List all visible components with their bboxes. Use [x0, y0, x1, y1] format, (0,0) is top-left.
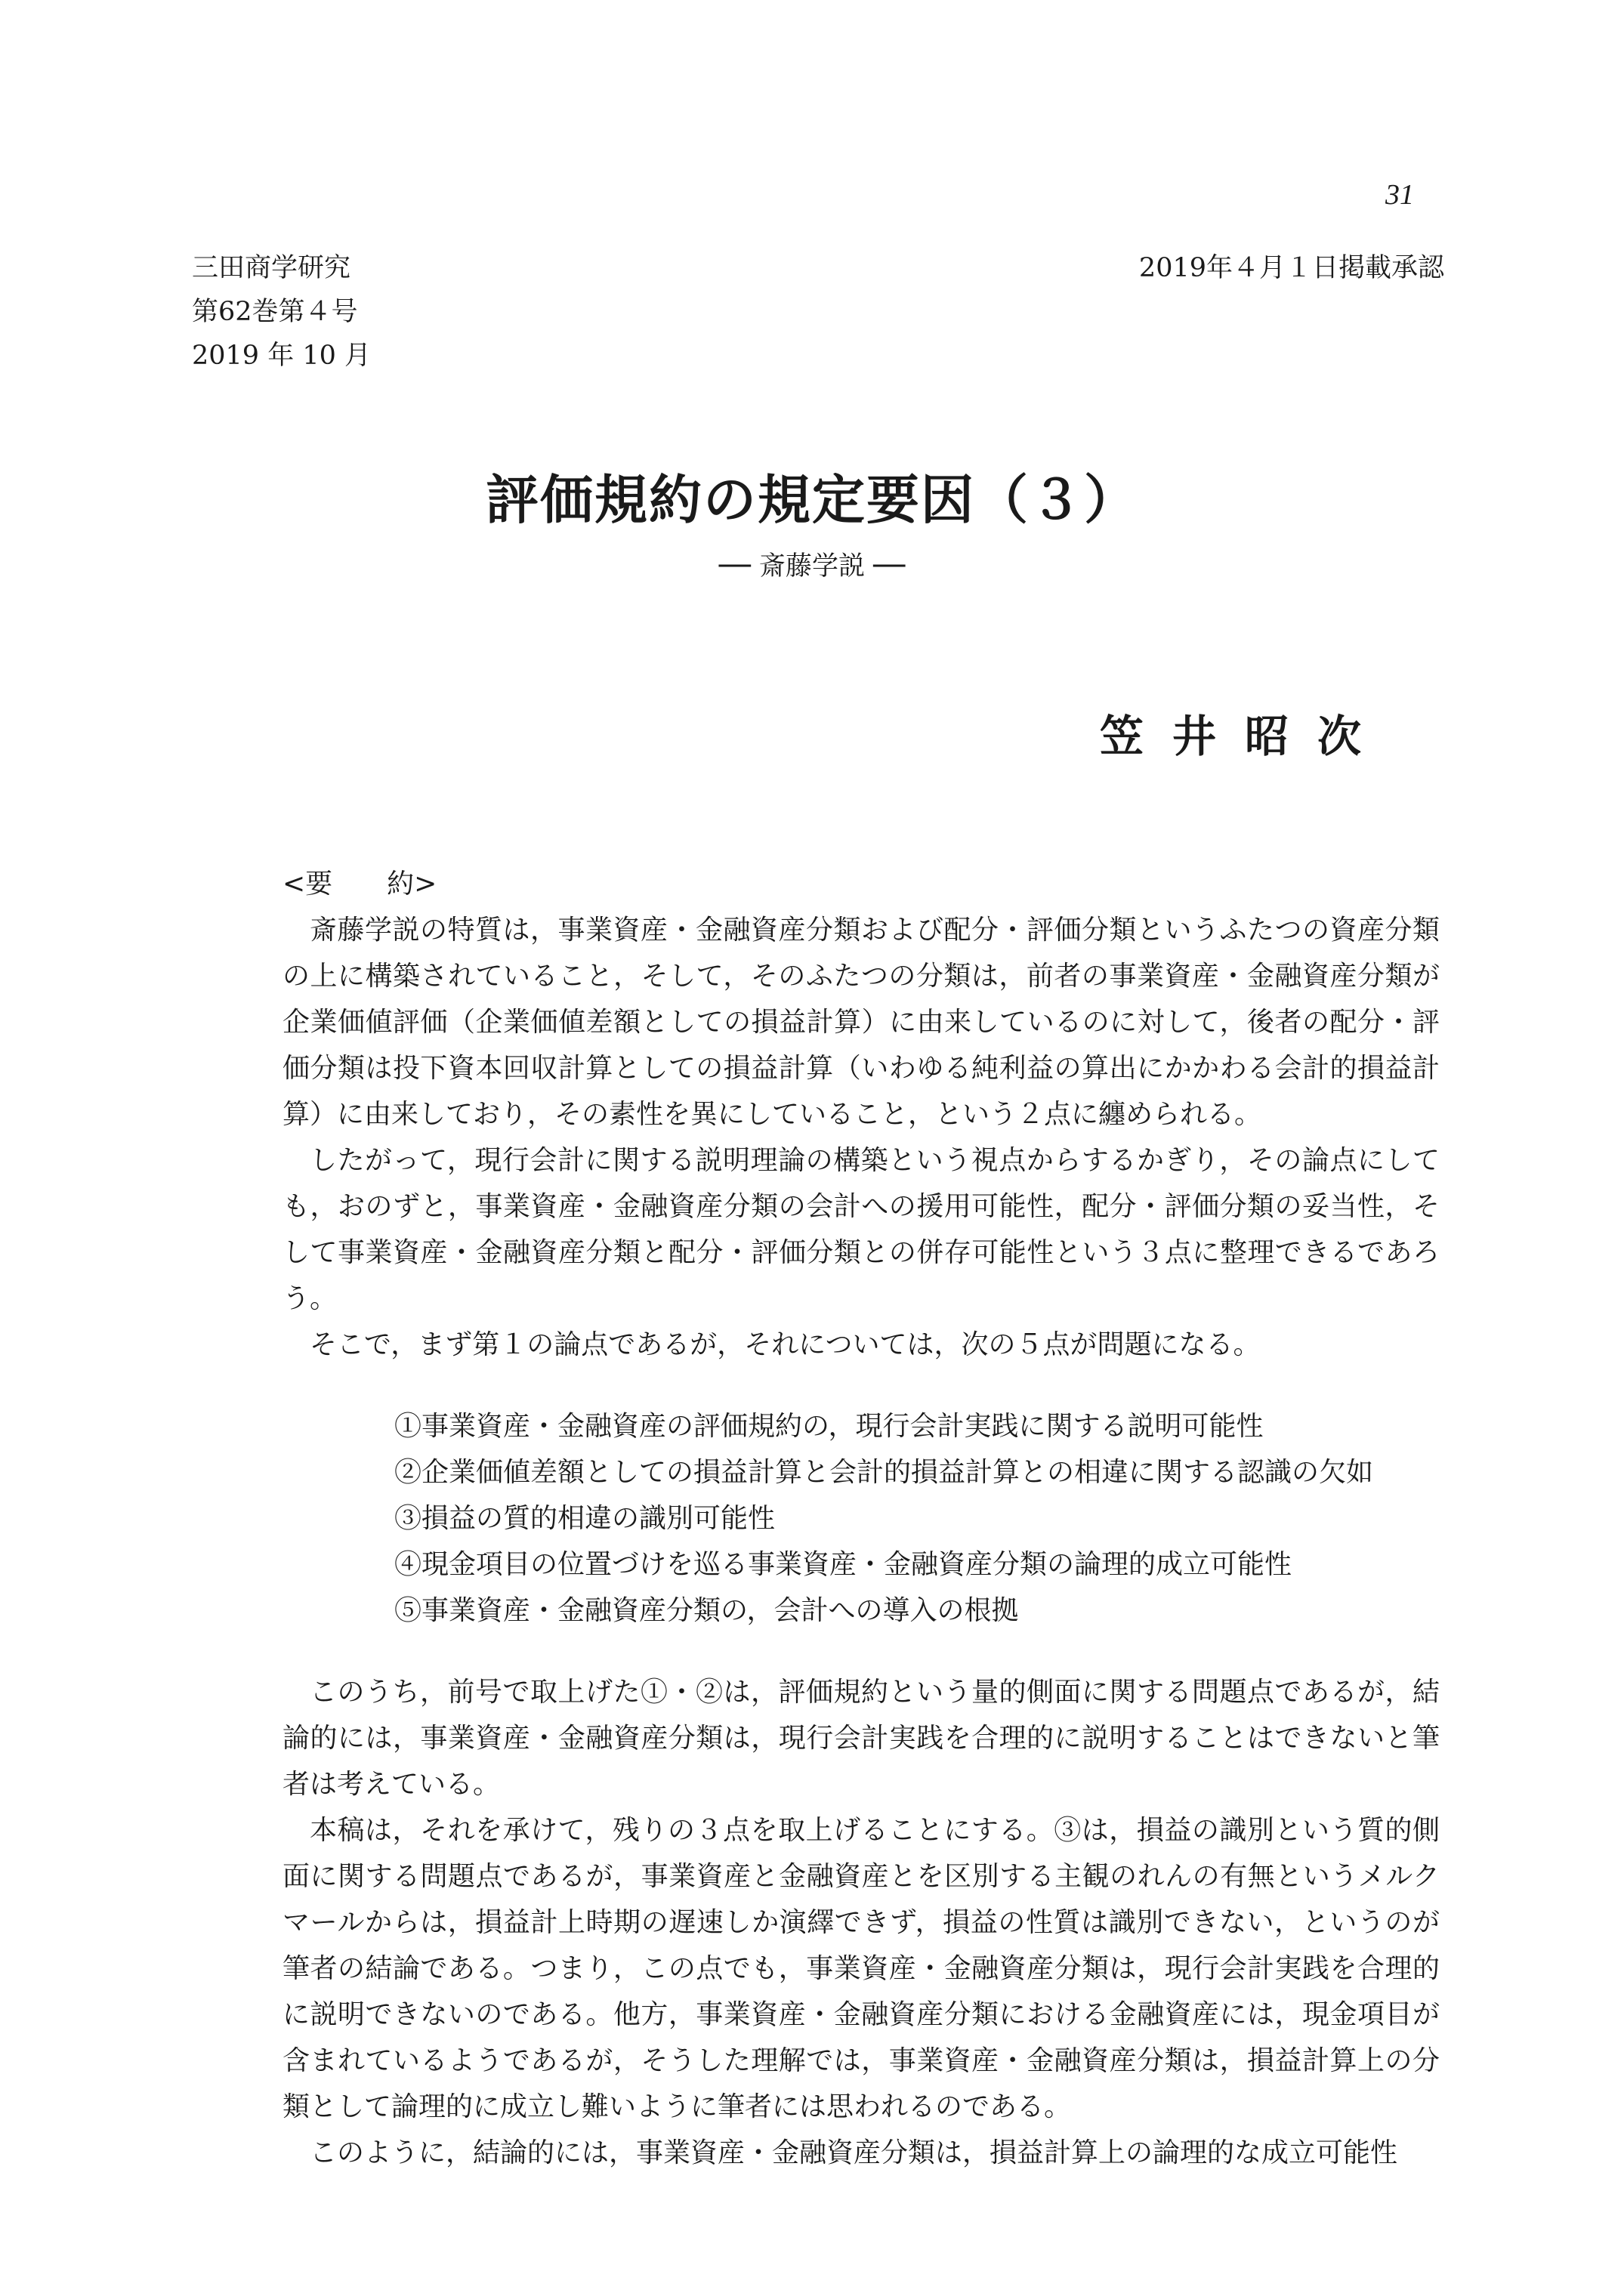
article-body: [283, 861, 1440, 2176]
page-number: 31: [1385, 179, 1414, 211]
journal-volume: 第62巻第４号: [192, 297, 358, 327]
list-item: ②企業価値差額としての損益計算と会計的損益計算との相違に関する認識の欠如: [394, 1457, 1374, 1488]
list-item: ③損益の質的相違の識別可能性: [394, 1503, 776, 1534]
paragraph: したがって，現行会計に関する説明理論の構築という視点からするかぎり，その論点にしても，おのずと，事業資産・金融資産分類の会計への援用可能性，配分・評価分類の妥当性，そして事業資産・金融資産分類と配分・評価分類との併存可能性という３点に整理できるであろう。: [283, 1145, 1440, 1314]
journal-date: 2019 年 10 月: [192, 341, 371, 371]
journal-name: 三田商学研究: [192, 253, 351, 283]
article-subtitle: ── 斎藤学説 ──: [718, 551, 906, 582]
paragraph: 斎藤学説の特質は，事業資産・金融資産分類および配分・評価分類というふたつの資産分類の上に構築されていること，そして，そのふたつの分類は，前者の事業資産・金融資産分類が企業価値評価（企業価値差額としての損益計算）に由来しているのに対して，後者の配分・評価分類は投下資本回収計算としての損益計算（いわゆる純利益の算出にかかわる会計的損益計算）に由来しており，その素性を異にしていること，という２点に纏められる。: [283, 915, 1440, 1130]
approval-date: 2019年４月１日掲載承認: [1138, 253, 1444, 283]
list-item: ①事業資産・金融資産の評価規約の，現行会計実践に関する説明可能性: [394, 1411, 1264, 1442]
paragraph: 本稿は，それを承けて，残りの３点を取上げることにする。③は，損益の識別という質的側面に関する問題点であるが，事業資産と金融資産とを区別する主観のれんの有無というメルクマールからは，損益計上時期の遅速しか演繹できず，損益の性質は識別できない，というのが筆者の結論である。つまり，この点でも，事業資産・金融資産分類は，現行会計実践を合理的に説明できないのである。他方，事業資産・金融資産分類における金融資産には，現金項目が含まれているようであるが，そうした理解では，事業資産・金融資産分類は，損益計算上の分類として論理的に成立し難いように筆者には思われるのである。: [283, 1815, 1440, 2122]
paragraph: このように，結論的には，事業資産・金融資産分類は，損益計算上の論理的な成立可能性: [310, 2137, 1398, 2168]
paragraph: このうち，前号で取上げた①・②は，評価規約という量的側面に関する問題点であるが，結論的には，事業資産・金融資産分類は，現行会計実践を合理的に説明することはできないと筆者は考えている。: [283, 1677, 1440, 1800]
journal-info: [192, 246, 371, 378]
issue-list: [394, 1403, 1440, 1634]
paragraph: そこで，まず第１の論点であるが，それについては，次の５点が問題になる。: [310, 1329, 1261, 1360]
author-name: 笠井昭次: [1099, 711, 1390, 762]
list-item: ⑤事業資産・金融資産分類の，会計への導入の根拠: [394, 1595, 1019, 1626]
summary-heading: <要 約>: [283, 869, 437, 900]
article-title: 評価規約の規定要因（３）: [486, 468, 1138, 531]
list-item: ④現金項目の位置づけを巡る事業資産・金融資産分類の論理的成立可能性: [394, 1549, 1292, 1580]
